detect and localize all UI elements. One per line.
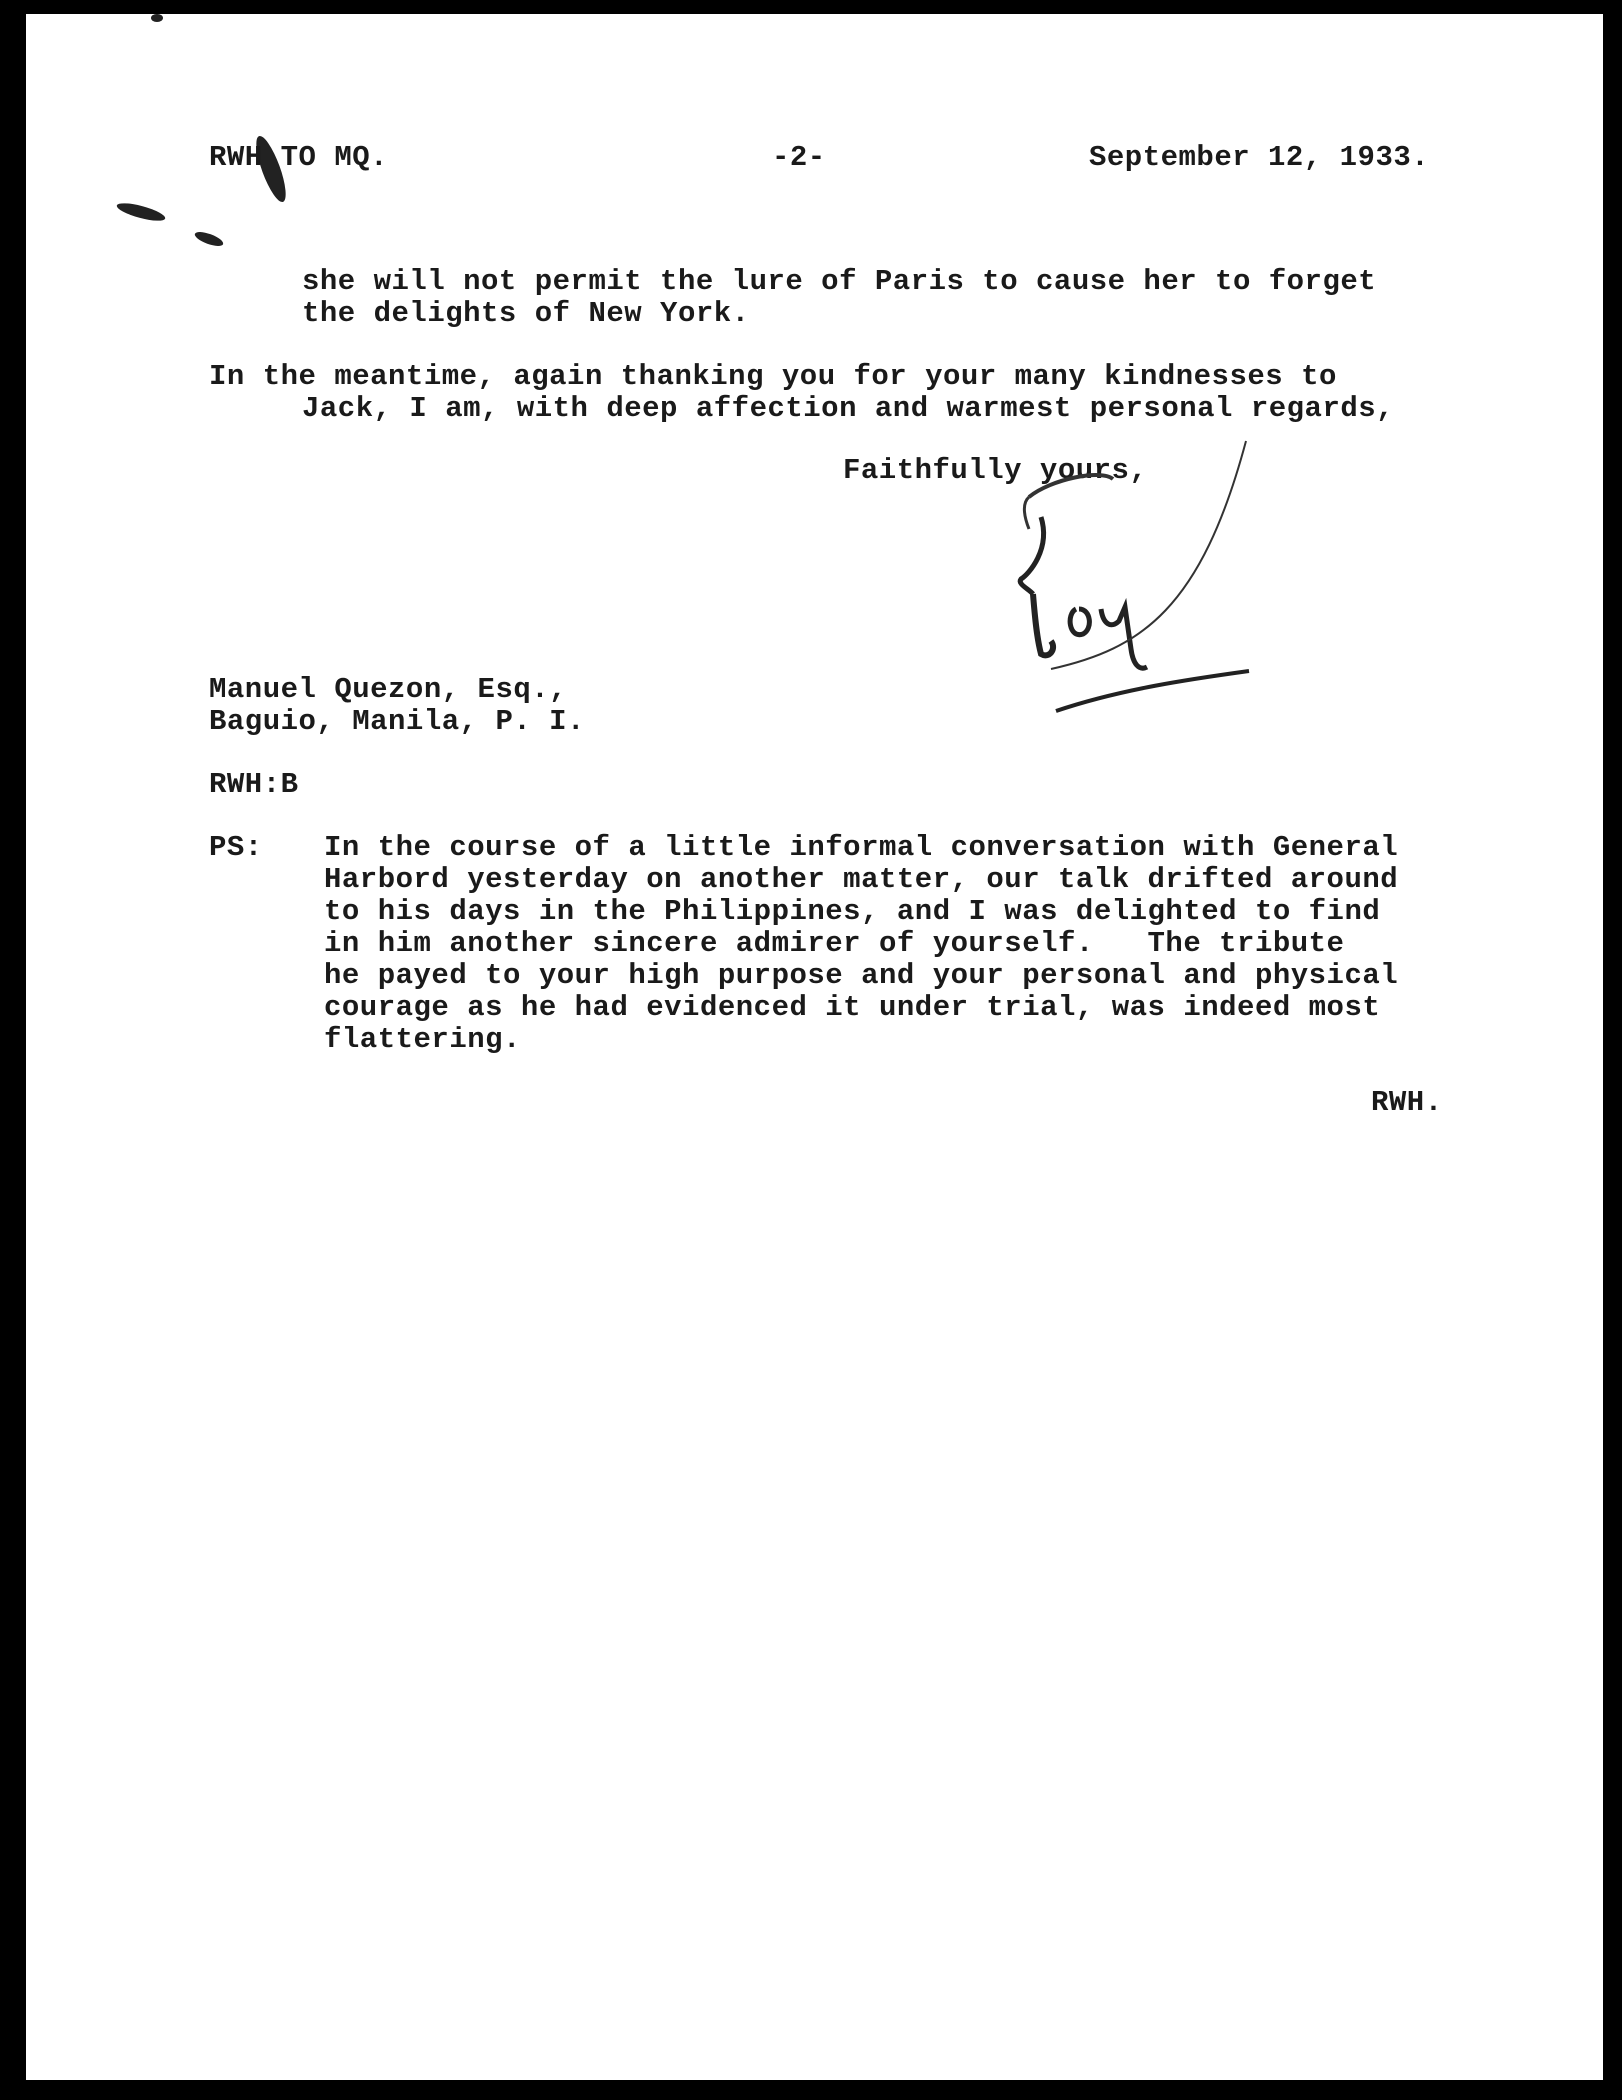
postscript-signoff: RWH. bbox=[1371, 1086, 1443, 1119]
postscript-line: courage as he had evidenced it under trial, was indeed most bbox=[324, 991, 1381, 1024]
postscript-line: Harbord yesterday on another matter, our talk drifted around bbox=[324, 863, 1399, 896]
body-line: In the meantime, again thanking you for your many kindnesses to bbox=[209, 360, 1337, 393]
header-left: RWH TO MQ. bbox=[209, 141, 389, 174]
letter-page bbox=[26, 14, 1603, 2080]
body-line: the delights of New York. bbox=[302, 297, 750, 330]
handwritten-signature-icon bbox=[1021, 409, 1281, 729]
ink-smudge bbox=[115, 200, 166, 225]
postscript-line: flattering. bbox=[324, 1023, 521, 1056]
body-line: she will not permit the lure of Paris to cause her to forget bbox=[302, 265, 1377, 298]
postscript-line: to his days in the Philippines, and I was delighted to find bbox=[324, 895, 1381, 928]
page-number: -2- bbox=[772, 141, 826, 174]
reference-initials: RWH:B bbox=[209, 768, 299, 801]
closing: Faithfully yours, bbox=[843, 454, 1148, 487]
letter-date: September 12, 1933. bbox=[1089, 141, 1430, 174]
recipient-name: Manuel Quezon, Esq., bbox=[209, 673, 568, 706]
body-line: Jack, I am, with deep affection and warmest personal regards, bbox=[302, 392, 1395, 425]
postscript-line: he payed to your high purpose and your personal and physical bbox=[324, 959, 1399, 992]
ink-smudge bbox=[193, 229, 225, 249]
postscript-label: PS: bbox=[209, 831, 263, 864]
ink-smudge bbox=[151, 14, 163, 22]
postscript-line: In the course of a little informal conversation with General bbox=[324, 831, 1399, 864]
postscript-line: in him another sincere admirer of yourself. The tribute bbox=[324, 927, 1345, 960]
recipient-address: Baguio, Manila, P. I. bbox=[209, 705, 585, 738]
